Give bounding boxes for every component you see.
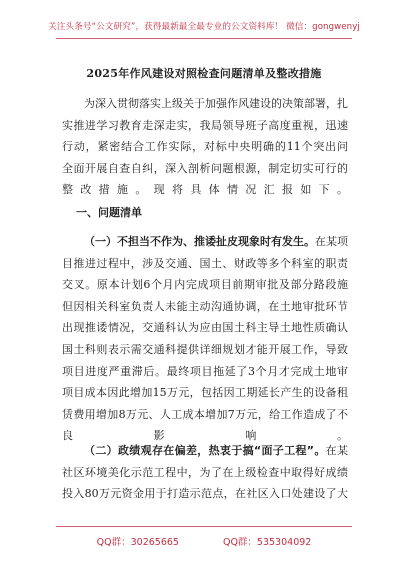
item-one-line: 目推进过程中，涉及交通、国土、财政等多个科室的职责 — [62, 256, 348, 270]
item-two-first-line — [62, 440, 348, 462]
intro-line: 实推进学习教育走深走实，我局领导班子高度重视，迅速 — [62, 118, 348, 132]
intro-paragraph — [62, 93, 348, 201]
header-divider — [56, 38, 352, 39]
footer — [0, 534, 408, 548]
item-one-line: 国土科则表示需交通科提供详细规划才能开展工作，导致 — [62, 342, 348, 356]
section-heading-problem-list: 一、问题清单 — [76, 206, 142, 219]
item-one-heading-tail: 在某项 — [315, 235, 348, 248]
item-one-line: 交叉。原本计划6个月内完成项目前期审批及部分路段施 — [62, 278, 348, 292]
item-two-paragraph — [62, 440, 348, 505]
footer-qq-group-2: QQ群：535304092 — [222, 537, 312, 548]
footer-divider — [56, 526, 352, 527]
item-two-heading-tail: 在某 — [325, 444, 348, 457]
item-one-line: 良影响。 — [62, 429, 348, 443]
footer-qq-group-1: QQ群：30265665 — [96, 537, 179, 548]
item-one-line: 项目成本因此增加15万元，包括因工期延长产生的设备租 — [62, 386, 348, 400]
item-one-line: 项目进度严重滞后。最终项目拖延了3个月才完成土地审 — [62, 364, 348, 378]
item-one-line: 赁费用增加8万元、人工成本增加7万元，给工作造成了不 — [62, 407, 348, 421]
item-one-line: 但因相关科室负责人未能主动沟通协调，在土地审批环节 — [62, 299, 348, 313]
intro-line: 为深入贯彻落实上级关于加强作风建设的决策部署，扎 — [84, 97, 348, 110]
item-two-heading: （二）政绩观存在偏差，热衷于搞“面子工程”。 — [84, 444, 326, 457]
item-one-paragraph — [62, 231, 348, 447]
intro-line: 行动，紧密结合工作实际，对标中央明确的11个突出问 — [62, 140, 348, 154]
intro-line: 整改措施。现将具体情况汇报如下。 — [62, 183, 348, 197]
intro-line: 全面开展自查自纠，深入剖析问题根源，制定切实可行的 — [62, 161, 348, 175]
item-one-heading: （一）不担当不作为、推诿扯皮现象时有发生。 — [84, 235, 315, 248]
item-one-first-line — [62, 231, 348, 253]
item-two-line: 投入80万元资金用于打造示范点，在社区入口处建设了大 — [62, 487, 348, 501]
item-one-line: 出现推诿情况，交通科认为应由国土科主导土地性质确认 — [62, 321, 348, 335]
document-title: 2025年作风建设对照检查问题清单及整改措施 — [86, 67, 322, 80]
item-two-line: 社区环境美化示范工程中，为了在上级检查中取得好成绩 — [62, 465, 348, 479]
header-banner: 关注头条号“公文研究”，获得最新最全最专业的公文资料库！ 微信：gongwenyj — [48, 22, 360, 32]
